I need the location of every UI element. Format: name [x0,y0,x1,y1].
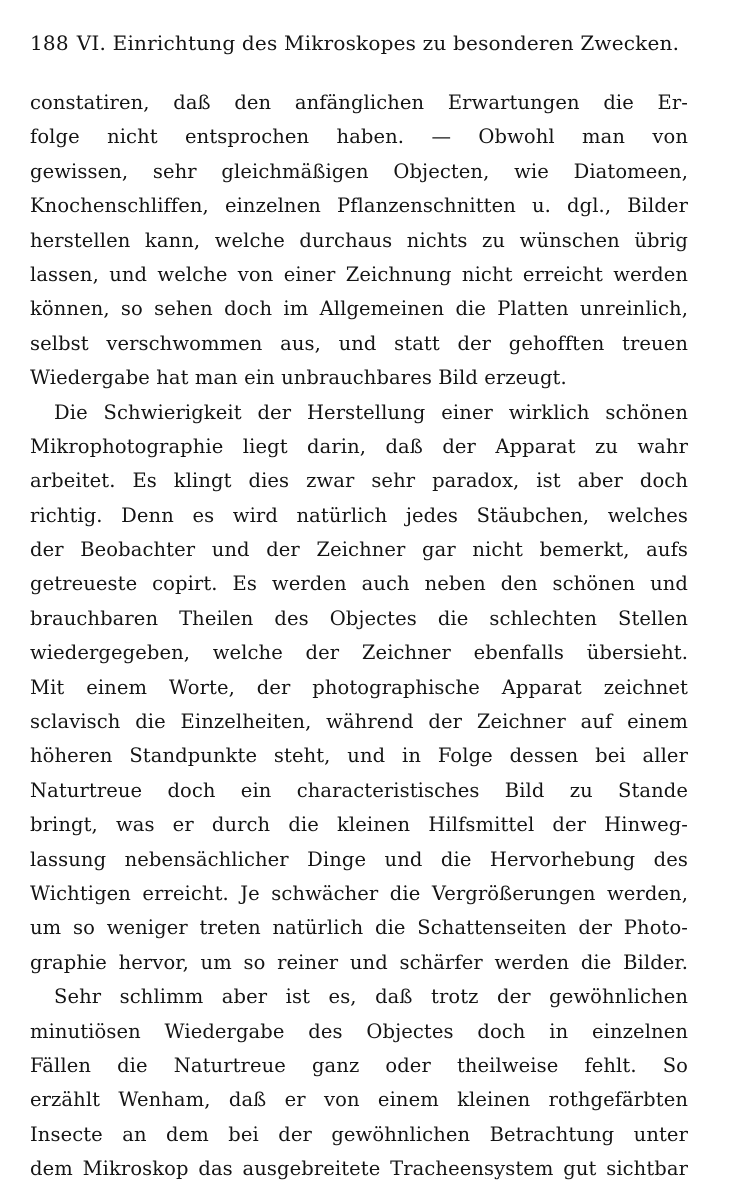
text-line: Mikrophotographie liegt darin, daß der Apparat zu wahr [30,434,688,458]
text-line: Fällen die Naturtreue ganz oder theilweise fehlt. So [30,1053,688,1077]
text-line: der Beobachter und der Zeichner gar nicht bemerkt, aufs [30,538,688,562]
text-line: können, so sehen doch im Allgemeinen die Platten unreinlich, [30,297,688,321]
text-line: constatiren, daß den anfänglichen Erwartungen die Er- [30,91,688,114]
text-line: richtig. Denn es wird natürlich jedes Stäubchen, welches [30,503,688,527]
text-line: lassen, und welche von einer Zeichnung nicht erreicht werden [30,262,688,286]
text-line: Mit einem Worte, der photographische Apparat zeichnet [30,675,688,699]
text-line: um so weniger treten natürlich die Schattenseiten der Photo- [30,916,688,940]
text-line: Naturtreue doch ein characteristisches Bild zu Stande [30,778,688,802]
running-head [30,26,702,60]
page-number: 188 [30,31,69,55]
text-line: folge nicht entsprochen haben. — Obwohl man von [30,125,688,149]
text-line: sclavisch die Einzelheiten, während der Zeichner auf einem [30,710,688,734]
body-text [30,86,688,1187]
text-line: selbst verschwommen aus, und statt der gehofften treuen [30,331,688,355]
text-line: bringt, was er durch die kleinen Hilfsmittel der Hinweg- [30,813,688,837]
text-line: erzählt Wenham, daß er von einem kleinen rothgefärbten [30,1088,688,1112]
text-line: Knochenschliffen, einzelnen Pflanzenschnitten u. dgl., Bilder [30,194,688,218]
text-line: Insecte an dem bei der gewöhnlichen Betrachtung unter [30,1122,688,1146]
text-line: brauchbaren Theilen des Objectes die schlechten Stellen [30,606,688,630]
text-line: minutiösen Wiedergabe des Objectes doch in einzelnen [30,1019,688,1043]
running-title: VI. Einrichtung des Mikroskopes zu besonderen Zwecken. [76,31,680,55]
text-line: Wichtigen erreicht. Je schwächer die Vergrößerungen werden, [30,881,688,905]
text-line: arbeitet. Es klingt dies zwar sehr paradox, ist aber doch [30,469,688,493]
text-line: höheren Standpunkte steht, und in Folge dessen bei aller [30,744,688,768]
text-line: graphie hervor, um so reiner und schärfer werden die Bilder. [30,950,688,974]
text-line: lassung nebensächlicher Dinge und die Hervorhebung des [30,847,688,871]
text-line: dem Mikroskop das ausgebreitete Tracheensystem gut sichtbar [30,1157,688,1181]
text-line: Die Schwierigkeit der Herstellung einer wirklich schönen [54,400,688,424]
text-line: herstellen kann, welche durchaus nichts zu wünschen übrig [30,228,688,252]
text-line: wiedergegeben, welche der Zeichner ebenfalls übersieht. [30,641,688,665]
text-line: Sehr schlimm aber ist es, daß trotz der gewöhnlichen [54,985,688,1009]
text-line: gewissen, sehr gleichmäßigen Objecten, wie Diatomeen, [30,159,688,183]
text-line: Wiedergabe hat man ein unbrauchbares Bild erzeugt. [30,366,567,390]
text-line: getreueste copirt. Es werden auch neben den schönen und [30,572,688,596]
